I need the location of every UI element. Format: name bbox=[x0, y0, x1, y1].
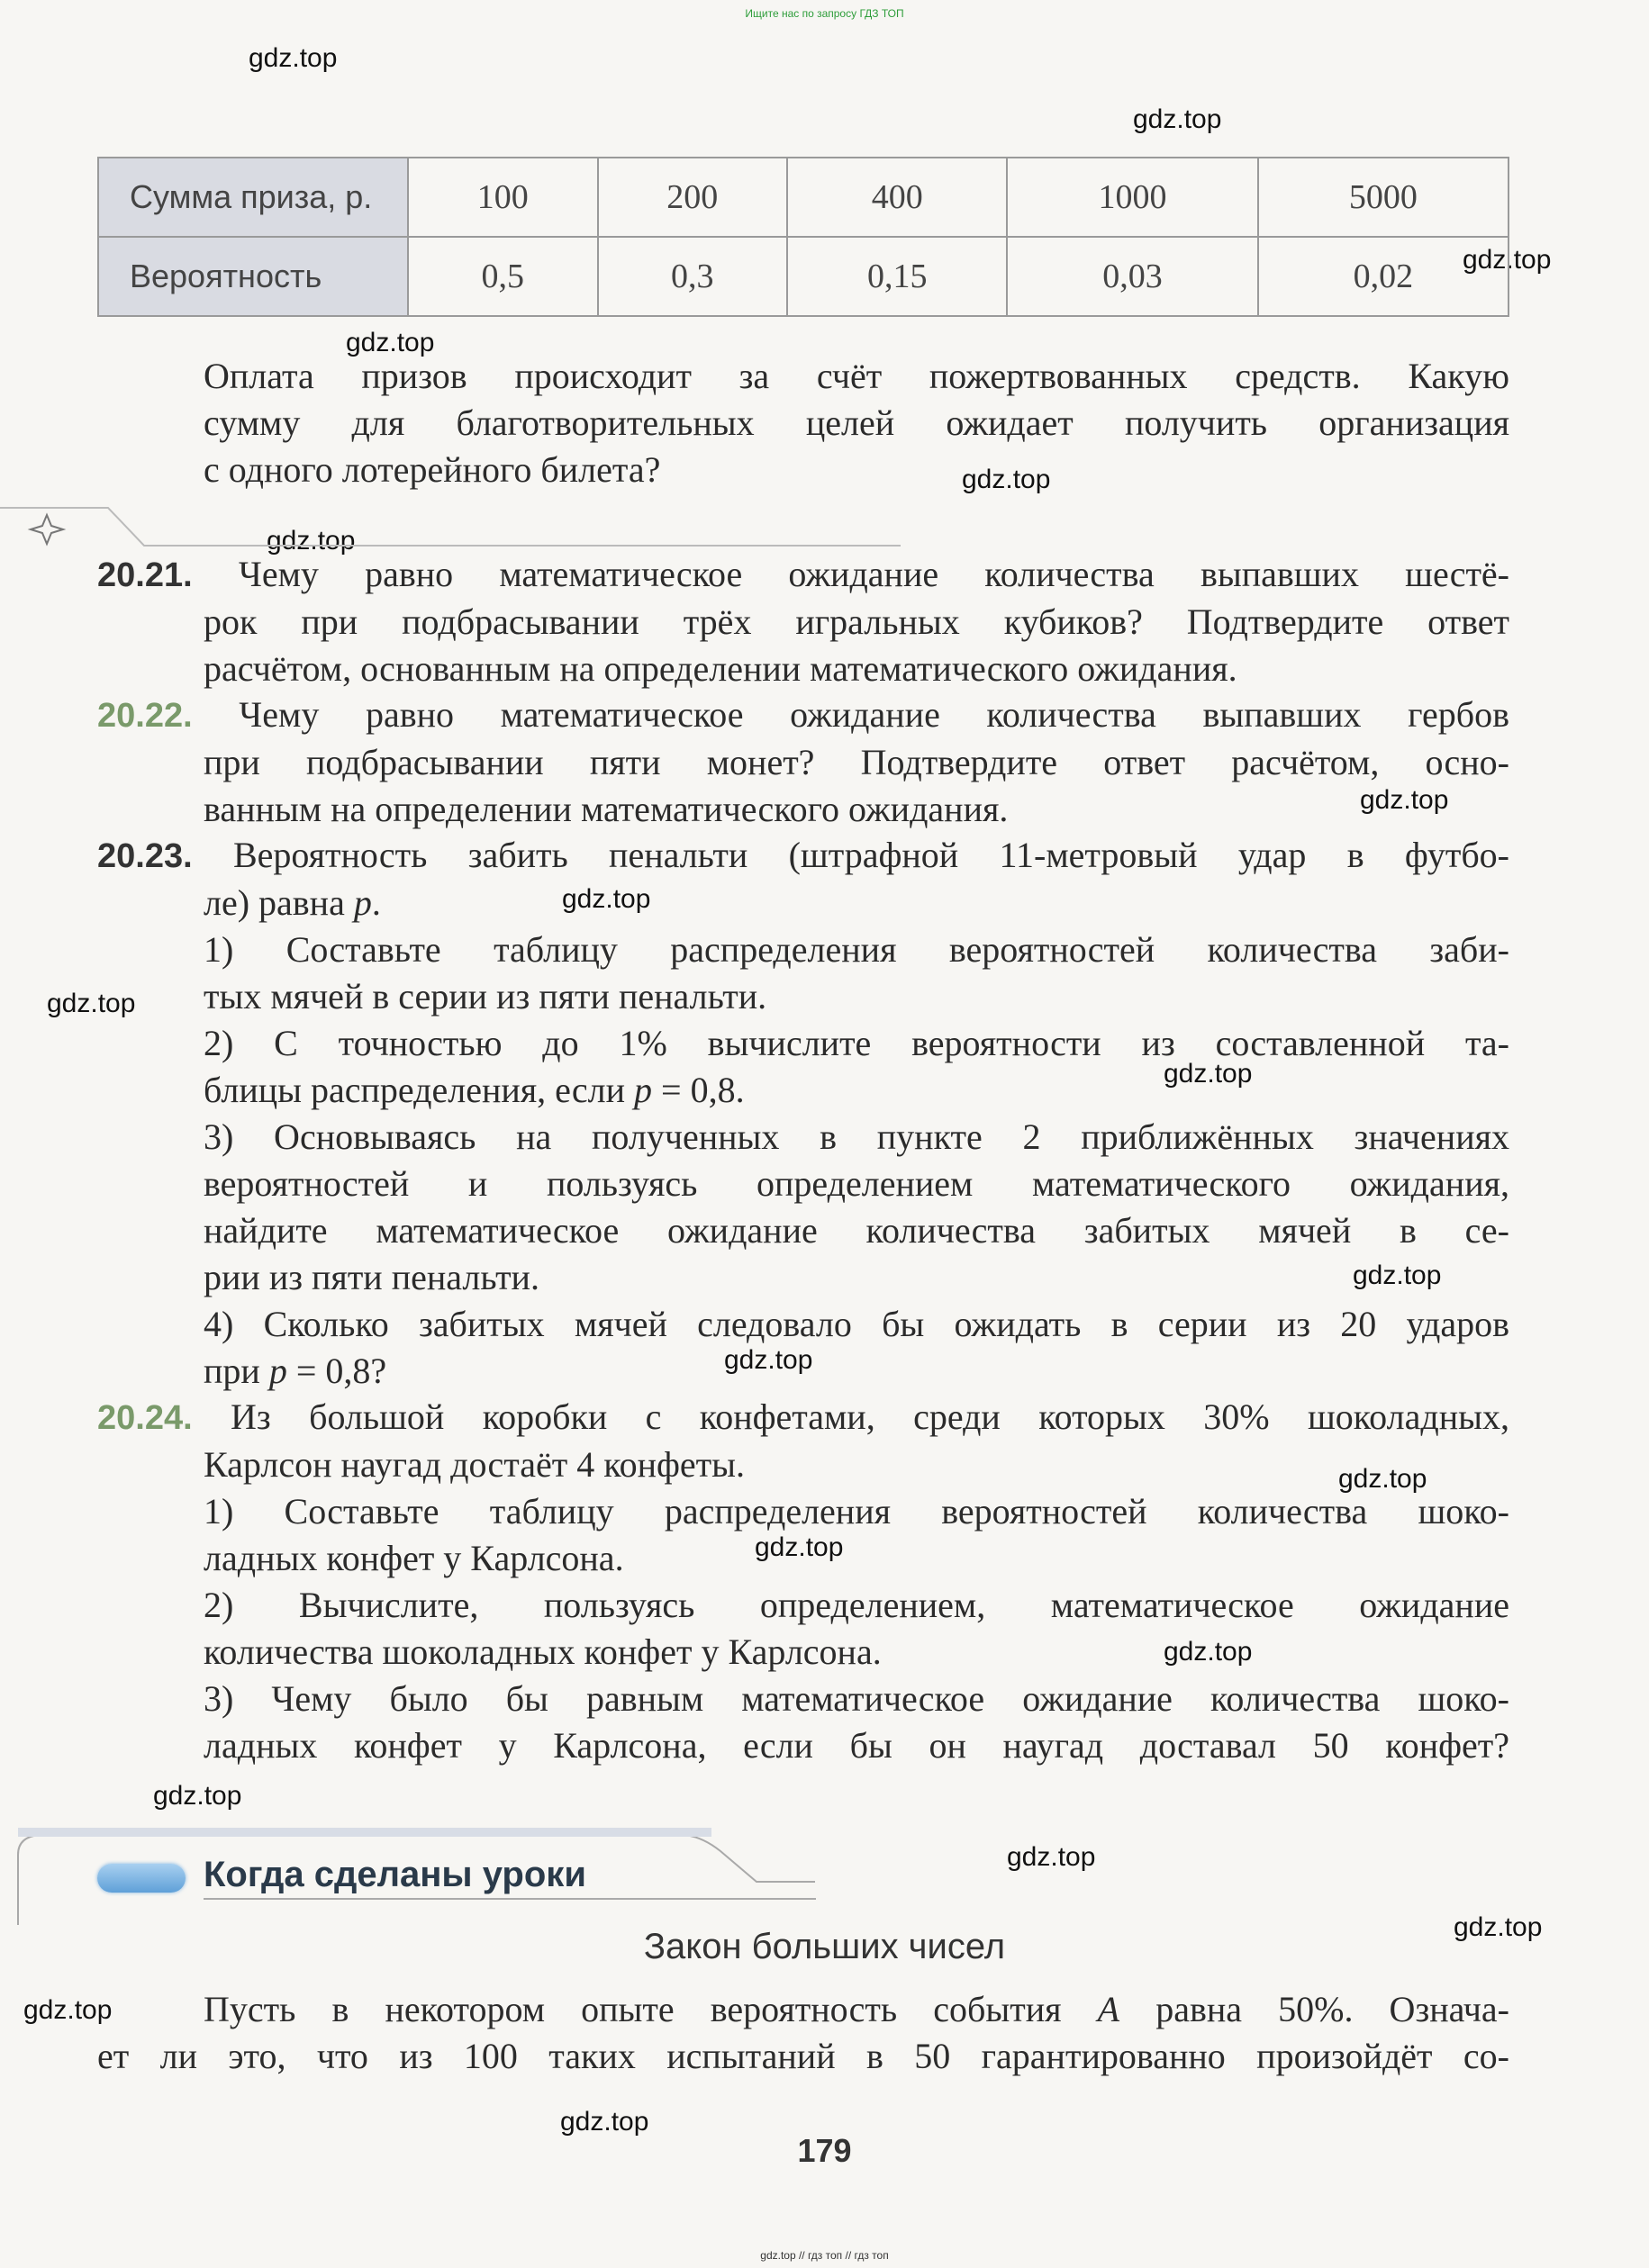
text-line: ле) равна bbox=[204, 882, 354, 923]
table-cell: 1000 bbox=[1007, 158, 1257, 237]
text-line: вероятностей и пользуясь определением математического ожидания, bbox=[204, 1163, 1509, 1204]
text-line: Пусть в некотором опыте вероятность события bbox=[204, 1989, 1098, 2029]
table-cell: 200 bbox=[598, 158, 788, 237]
watermark: gdz.top bbox=[560, 2107, 649, 2137]
text-line: ладных конфет у Карлсона, если бы он наугад доставал 50 конфет? bbox=[204, 1725, 1509, 1766]
watermark: gdz.top bbox=[249, 43, 338, 73]
text-line: Из большой коробки с конфетами, среди которых 30% шоколадных, bbox=[231, 1396, 1509, 1437]
text-line: 3) Чему было бы равным математическое ожидание количества шоко- bbox=[204, 1678, 1509, 1719]
text-line: блицы распределения, если bbox=[204, 1070, 635, 1110]
text-line: расчётом, основанным на определении математического ожидания. bbox=[204, 648, 1237, 689]
text-line: при bbox=[204, 1351, 269, 1391]
text-line: Чему равно математическое ожидание количества выпавших гербов bbox=[239, 694, 1509, 735]
table-cell: 400 bbox=[787, 158, 1007, 237]
text-line: рок при подбрасывании трёх игральных кубиков? Подтвердите ответ bbox=[204, 601, 1509, 642]
text-line: ванным на определении математического ожидания. bbox=[204, 789, 1009, 829]
text-line: = 0,8? bbox=[286, 1351, 387, 1391]
watermark: gdz.top bbox=[1338, 1464, 1427, 1494]
prize-table bbox=[97, 157, 1509, 317]
task-number: 20.24. bbox=[97, 1399, 193, 1437]
section-title-underline bbox=[204, 1898, 816, 1900]
watermark: gdz.top bbox=[562, 884, 651, 914]
task-20-21 bbox=[97, 551, 1509, 692]
table-cell: 5000 bbox=[1258, 158, 1509, 237]
variable-p: p bbox=[353, 882, 372, 923]
variable-p: p bbox=[634, 1070, 653, 1110]
watermark: gdz.top bbox=[1454, 1912, 1543, 1942]
watermark: gdz.top bbox=[1463, 245, 1552, 275]
subsection-title: Закон больших чисел bbox=[643, 1927, 1006, 1966]
watermark: gdz.top bbox=[1353, 1261, 1442, 1290]
text-line: Вероятность забить пенальти (штрафной 11-метровый удар в футбо- bbox=[232, 835, 1509, 875]
star-icon bbox=[31, 515, 63, 544]
text-line: 3) Основываясь на полученных в пункте 2 приближённых значениях bbox=[204, 1116, 1509, 1157]
table-cell: 0,15 bbox=[787, 237, 1007, 316]
table-cell: 0,02 bbox=[1258, 237, 1509, 316]
text-line: количества шоколадных конфет у Карлсона. bbox=[204, 1631, 882, 1672]
text-line: рии из пяти пенальти. bbox=[204, 1257, 539, 1297]
watermark: gdz.top bbox=[23, 1995, 113, 2025]
watermark: gdz.top bbox=[755, 1532, 844, 1562]
table-cell: 0,5 bbox=[408, 237, 598, 316]
watermark: gdz.top bbox=[1007, 1842, 1096, 1872]
text-line: сумму для благотворительных целей ожидает получить организация bbox=[204, 402, 1509, 443]
text-line: 2) С точностью до 1% вычислите вероятности из составленной та- bbox=[204, 1023, 1509, 1063]
intro-paragraph bbox=[204, 353, 1509, 493]
table-row-header: Вероятность bbox=[98, 237, 408, 316]
section-paragraph bbox=[97, 1986, 1509, 2080]
watermark: gdz.top bbox=[47, 989, 136, 1018]
text-line: Карлсон наугад достаёт 4 конфеты. bbox=[204, 1444, 746, 1485]
watermark: gdz.top bbox=[1360, 785, 1449, 815]
table-cell: 0,03 bbox=[1007, 237, 1257, 316]
top-banner: Ищите нас по запросу ГДЗ ТОП bbox=[745, 7, 904, 20]
task-20-23 bbox=[97, 832, 1509, 1395]
watermark: gdz.top bbox=[346, 328, 435, 357]
task-number: 20.22. bbox=[97, 697, 193, 735]
text-line: с одного лотерейного билета? bbox=[204, 449, 661, 490]
text-line: = 0,8. bbox=[652, 1070, 745, 1110]
task-20-22 bbox=[97, 691, 1509, 833]
text-line: 2) Вычислите, пользуясь определением, математическое ожидание bbox=[204, 1585, 1509, 1625]
divider-decoration bbox=[0, 501, 901, 555]
text-line: 1) Составьте таблицу распределения вероятностей количества шоко- bbox=[204, 1491, 1509, 1532]
text-line: равна 50%. Означа- bbox=[1119, 1989, 1509, 2029]
text-line: Оплата призов происходит за счёт пожертвованных средств. Какую bbox=[204, 356, 1509, 396]
watermark: gdz.top bbox=[962, 465, 1051, 494]
watermark: gdz.top bbox=[267, 526, 356, 556]
text-line: 1) Составьте таблицу распределения вероятностей количества заби- bbox=[204, 929, 1509, 970]
table-row-header: Сумма приза, р. bbox=[98, 158, 408, 237]
watermark: gdz.top bbox=[1164, 1637, 1253, 1667]
page-number: 179 bbox=[797, 2132, 852, 2169]
watermark: gdz.top bbox=[153, 1781, 242, 1811]
text-line: 4) Сколько забитых мячей следовало бы ожидать в серии из 20 ударов bbox=[204, 1304, 1509, 1344]
watermark: gdz.top bbox=[724, 1345, 813, 1375]
text-line: при подбрасывании пяти монет? Подтвердите ответ расчётом, осно- bbox=[204, 742, 1509, 782]
task-20-24 bbox=[97, 1394, 1509, 1769]
table-cell: 0,3 bbox=[598, 237, 788, 316]
variable-p: p bbox=[268, 1351, 287, 1391]
variable-a: A bbox=[1097, 1989, 1120, 2029]
text-line: Чему равно математическое ожидание количества выпавших шестё- bbox=[238, 554, 1510, 594]
task-number: 20.21. bbox=[97, 556, 193, 594]
watermark: gdz.top bbox=[1133, 104, 1222, 134]
table-row bbox=[98, 237, 1509, 316]
text-line: найдите математическое ожидание количества забитых мячей в се- bbox=[204, 1210, 1509, 1251]
section-marker-icon bbox=[97, 1864, 186, 1893]
table-cell: 100 bbox=[408, 158, 598, 237]
text-line: ет ли это, что из 100 таких испытаний в 50 гарантированно произойдёт со- bbox=[97, 2036, 1509, 2076]
task-number: 20.23. bbox=[97, 837, 193, 875]
text-line: . bbox=[371, 882, 381, 923]
bottom-banner: gdz.top // гдз топ // гдз топ bbox=[760, 2249, 889, 2262]
text-line: тых мячей в серии из пяти пенальти. bbox=[204, 976, 767, 1017]
table-row bbox=[98, 158, 1509, 237]
text-line: ладных конфет у Карлсона. bbox=[204, 1538, 624, 1578]
section-title: Когда сделаны уроки bbox=[204, 1855, 586, 1894]
watermark: gdz.top bbox=[1164, 1059, 1253, 1089]
